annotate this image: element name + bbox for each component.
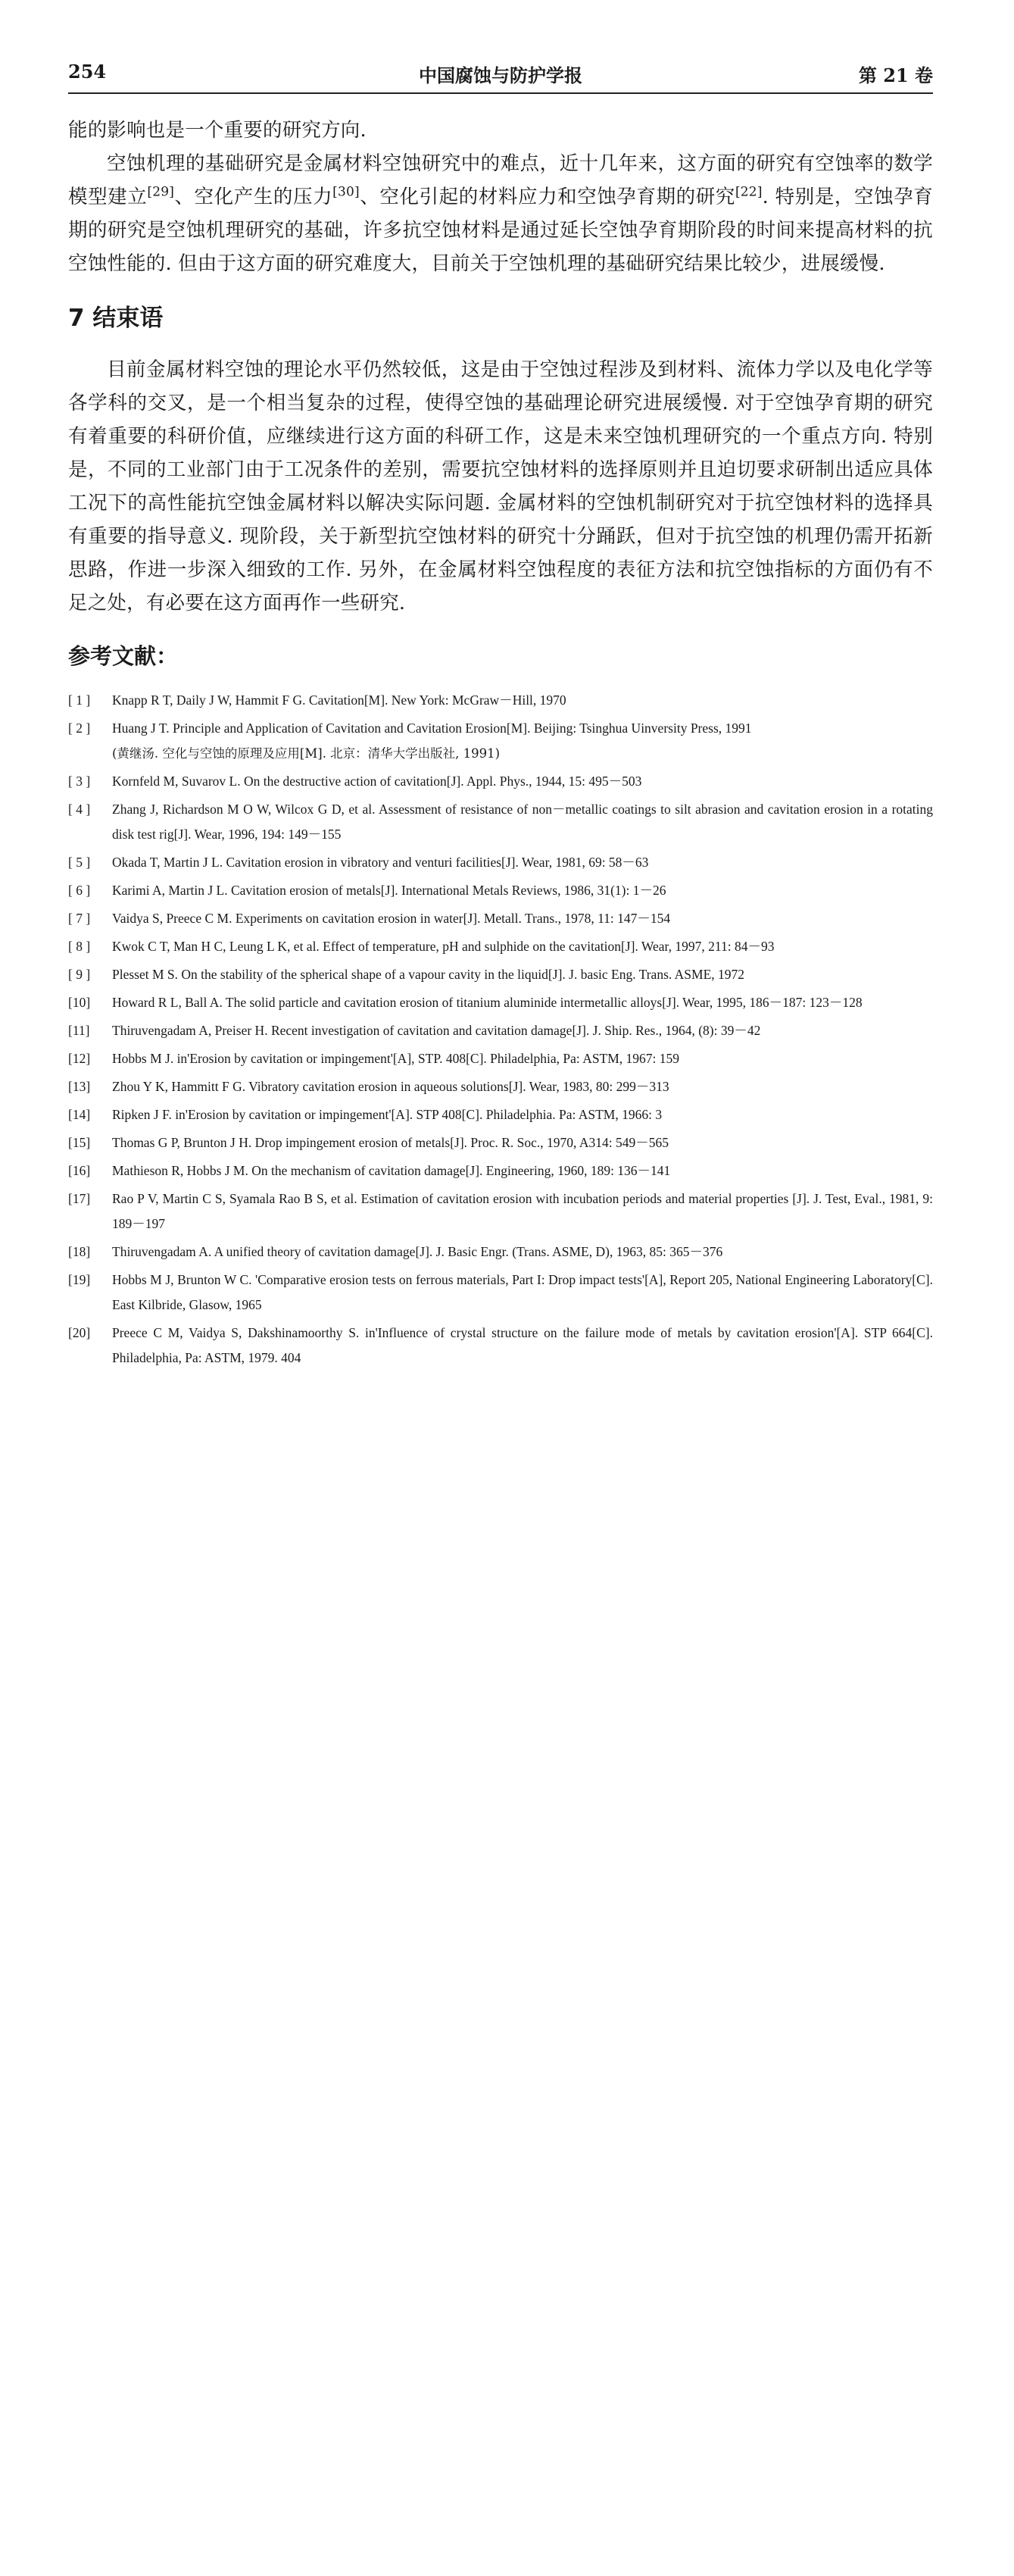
reference-number: [ 7 ] [68,911,91,926]
continued-paragraph: 能的影响也是一个重要的研究方向. [68,119,367,142]
reference-number: [13] [68,1079,91,1094]
paragraph-text: 、空化引起的材料应力和空蚀孕育期的研究 [359,186,735,208]
reference-text: Karimi A, Martin J L. Cavitation erosion of metals[J]. International Metals Reviews, 1986, 31(1): 1－26 [112,883,666,898]
reference-item [68,878,933,903]
citation: [22] [735,184,763,200]
reference-number: [ 6 ] [68,883,91,898]
reference-number: [ 4 ] [68,802,91,817]
reference-item [68,688,933,713]
paragraph-text: 空蚀机理的基础研究是金属材料空蚀研究中的难点，近十几年来，这方面的研究有空蚀率的数学模型建立 [68,152,933,208]
reference-number: [ 3 ] [68,774,91,789]
reference-item [68,1130,933,1155]
reference-number: [ 8 ] [68,939,91,954]
reference-item [68,716,933,766]
mechanism-paragraph [68,147,933,280]
reference-number: [19] [68,1272,91,1287]
conclusion-heading: 7 结束语 [68,305,164,332]
reference-item [68,962,933,987]
running-header [68,52,933,94]
reference-text: Zhang J, Richardson M O W, Wilcox G D, et al. Assessment of resistance of non－metallic coatings to silt abrasion and cavitation erosion in a rotating disk test rig[J]. Wear, 1996, 194: 149－155 [112,802,933,842]
reference-item [68,1102,933,1127]
reference-number: [16] [68,1163,91,1178]
reference-number: [ 5 ] [68,855,91,870]
reference-number: [12] [68,1051,91,1066]
reference-text: Ripken J F. in'Erosion by cavitation or impingement'[A]. STP 408[C]. Philadelphia. Pa: ASTM, 1966: 3 [112,1107,663,1122]
reference-text: Kwok C T, Man H C, Leung L K, et al. Effect of temperature, pH and sulphide on the cavitation[J]. Wear, 1997, 211: 84－93 [112,939,775,954]
reference-text: Okada T, Martin J L. Cavitation erosion in vibratory and venturi facilities[J]. Wear, 1981, 69: 58－63 [112,855,649,870]
page-number: 254 [68,61,107,83]
reference-translation: (黄继汤. 空化与空蚀的原理及应用[M]. 北京：清华大学出版社, 1991) [112,746,501,761]
volume-label: 第 21 卷 [858,64,933,86]
reference-item [68,1046,933,1071]
reference-text: Zhou Y K, Hammitt F G. Vibratory cavitation erosion in aqueous solutions[J]. Wear, 1983, 80: 299－313 [112,1079,669,1094]
reference-text: Hobbs M J, Brunton W C. 'Comparative erosion tests on ferrous materials, Part I: Drop impact tests'[A], Report 205, National Engineering Laboratory[C]. East Kilbride, Glasow, 1965 [112,1272,933,1312]
reference-text: Huang J T. Principle and Application of Cavitation and Cavitation Erosion[M]. Beijing: Tsinghua Uinversity Press, 1991 [112,721,752,736]
reference-item [68,1158,933,1183]
reference-text: Plesset M S. On the stability of the spherical shape of a vapour cavity in the liquid[J]. J. basic Eng. Trans. ASME, 1972 [112,967,745,982]
reference-number: [17] [68,1191,91,1206]
reference-item [68,1321,933,1371]
reference-text: Preece C M, Vaidya S, Dakshinamoorthy S. in'Influence of crystal structure on the failure mode of metals by cavitation erosion'[A]. STP 664[C]. Philadelphia, Pa: ASTM, 1979. 404 [112,1325,933,1365]
paragraph-text: 、空化产生的压力 [174,186,333,208]
reference-text: Thiruvengadam A. A unified theory of cavitation damage[J]. J. Basic Engr. (Trans. ASME, D), 1963, 85: 365－376 [112,1244,723,1259]
reference-text: Rao P V, Martin C S, Syamala Rao B S, et al. Estimation of cavitation erosion with incubation periods and material properties [J]. J. Test, Eval., 1981, 9: 189－197 [112,1191,933,1231]
reference-number: [15] [68,1135,91,1150]
reference-number: [18] [68,1244,91,1259]
reference-number: [ 1 ] [68,692,91,708]
reference-number: [20] [68,1325,91,1340]
reference-list [68,688,933,1371]
reference-item [68,906,933,931]
reference-number: [11] [68,1023,90,1038]
reference-text: Knapp R T, Daily J W, Hammit F G. Cavitation[M]. New York: McGraw－Hill, 1970 [112,692,566,708]
reference-item [68,1240,933,1265]
reference-number: [ 2 ] [68,721,91,736]
reference-text: Kornfeld M, Suvarov L. On the destructive action of cavitation[J]. Appl. Phys., 1944, 15: 495－503 [112,774,642,789]
reference-item [68,1268,933,1318]
reference-item [68,797,933,847]
reference-text: Howard R L, Ball A. The solid particle and cavitation erosion of titanium aluminide intermetallic alloys[J]. Wear, 1995, 186－187: 123－128 [112,995,863,1010]
references-heading: 参考文献： [68,643,179,669]
reference-item [68,990,933,1015]
reference-number: [ 9 ] [68,967,91,982]
citation: [29] [147,184,175,200]
reference-item [68,1018,933,1043]
reference-item [68,1074,933,1099]
reference-item [68,934,933,959]
article-body [68,114,933,1374]
conclusion-paragraph: 目前金属材料空蚀的理论水平仍然较低，这是由于空蚀过程涉及到材料、流体力学以及电化学等各学科的交叉，是一个相当复杂的过程，使得空蚀的基础理论研究进展缓慢. 对于空蚀孕育期的研究有着重要的科研价值，应继续进行这方面的科研工作，这是未来空蚀机理研究的一个重点方向. 特别是，不同的工业部门由于工况条件的差别，需要抗空蚀材料的选择原则并且迫切要求研制出适应具体工况下的高性能抗空蚀金属材料以解决实际问题. 金属材料的空蚀机制研究对于抗空蚀材料的选择具有重要的指导意义. 现阶段，关于新型抗空蚀材料的研究十分踊跃，但对于抗空蚀的机理仍需开拓新思路，作进一步深入细致的工作. 另外，在金属材料空蚀程度的表征方法和抗空蚀指标的方面仍有不足之处，有必要在这方面再作一些研究. [68,358,933,614]
reference-text: Thomas G P, Brunton J H. Drop impingement erosion of metals[J]. Proc. R. Soc., 1970, A314: 549－565 [112,1135,669,1150]
journal-title: 中国腐蚀与防护学报 [419,64,582,86]
citation: [30] [332,184,360,200]
reference-item [68,1186,933,1236]
reference-item [68,769,933,794]
paragraph-text: . 特别是，空蚀孕育期的研究是空蚀机理研究的基础，许多抗空蚀材料是通过延长空蚀孕育期阶段的时间来提高材料的抗空蚀性能的. 但由于这方面的研究难度大，目前关于空蚀机理的基础研究结果比较少，进展缓慢. [68,186,933,275]
reference-number: [10] [68,995,91,1010]
reference-text: Vaidya S, Preece C M. Experiments on cavitation erosion in water[J]. Metall. Trans., 1978, 11: 147－154 [112,911,671,926]
reference-item [68,850,933,875]
reference-number: [14] [68,1107,91,1122]
reference-text: Mathieson R, Hobbs J M. On the mechanism of cavitation damage[J]. Engineering, 1960, 189: 136－141 [112,1163,671,1178]
reference-text: Hobbs M J. in'Erosion by cavitation or impingement'[A], STP. 408[C]. Philadelphia, Pa: ASTM, 1967: 159 [112,1051,680,1066]
reference-text: Thiruvengadam A, Preiser H. Recent investigation of cavitation and cavitation damage[J]. J. Ship. Res., 1964, (8): 39－42 [112,1023,761,1038]
